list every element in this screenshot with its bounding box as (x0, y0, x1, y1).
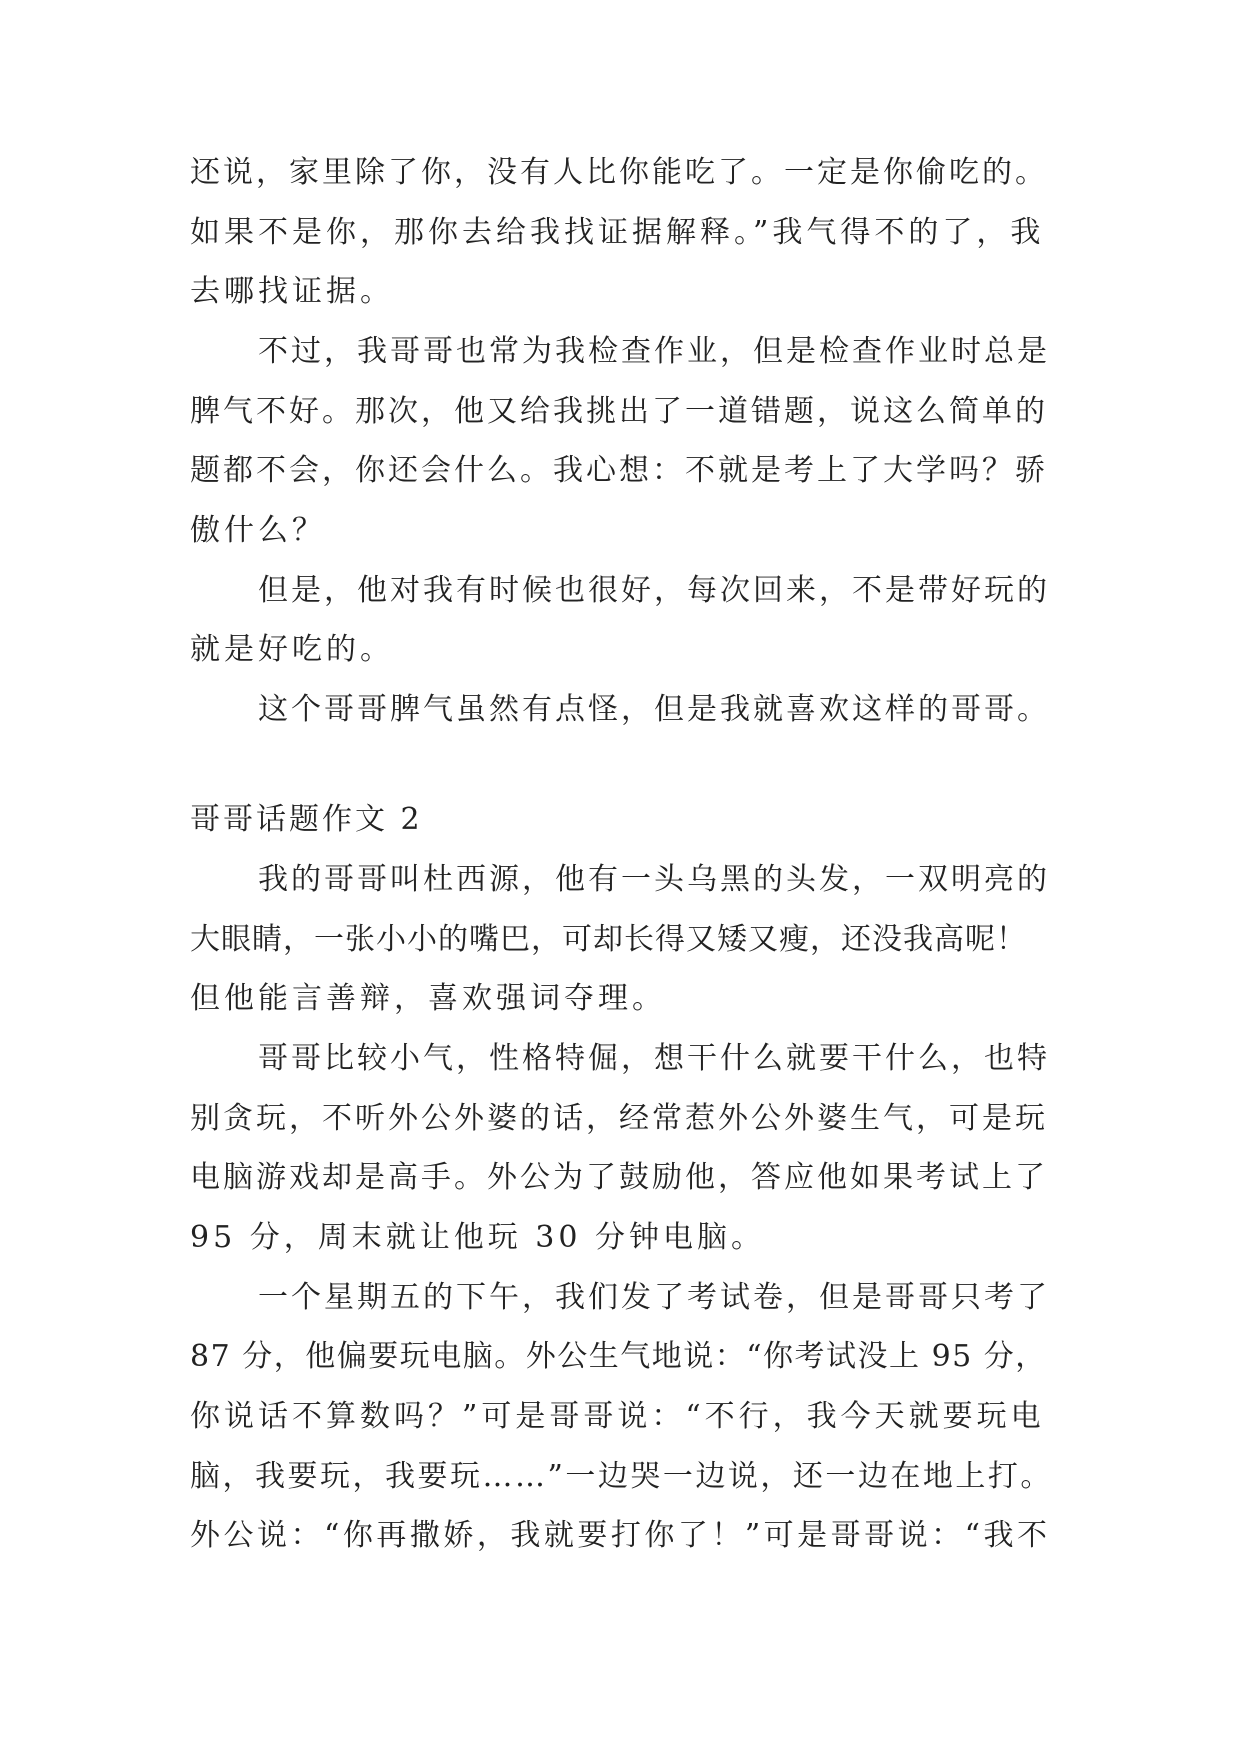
paragraph-line: 脑，我要玩，我要玩……”一边哭一边说，还一边在地上打。 (190, 1459, 1053, 1494)
paragraph-line: 哥哥比较小气，性格特倔，想干什么就要干什么，也特 (258, 1041, 1050, 1076)
paragraph-line: 这个哥哥脾气虽然有点怪，但是我就喜欢这样的哥哥。 (258, 692, 1050, 727)
section-heading: 哥哥话题作文 2 (190, 802, 423, 837)
paragraph-line: 87 分，他偏要玩电脑。外公生气地说：“你考试没上 95 分， (190, 1339, 1047, 1374)
paragraph-line: 我的哥哥叫杜西源，他有一头乌黑的头发，一双明亮的 (258, 862, 1050, 897)
paragraph-line: 但是，他对我有时候也很好，每次回来，不是带好玩的 (258, 573, 1050, 608)
paragraph-line: 如果不是你，那你去给我找证据解释。”我气得不的了，我 (190, 215, 1045, 250)
paragraph-line: 傲什么？ (190, 513, 326, 548)
paragraph-line: 95 分，周末就让他玩 30 分钟电脑。 (190, 1220, 765, 1255)
paragraph-line: 脾气不好。那次，他又给我挑出了一道错题，说这么简单的 (190, 394, 1048, 429)
paragraph-line: 电脑游戏却是高手。外公为了鼓励他，答应他如果考试上了 (190, 1160, 1048, 1195)
paragraph-line: 大眼睛，一张小小的嘴巴，可却长得又矮又瘦，还没我高呢！ (190, 922, 1027, 957)
paragraph-line: 别贪玩，不听外公外婆的话，经常惹外公外婆生气，可是玩 (190, 1101, 1048, 1136)
paragraph-line: 外公说：“你再撒娇，我就要打你了！”可是哥哥说：“我不 (190, 1518, 1051, 1553)
paragraph-line: 题都不会，你还会什么。我心想：不就是考上了大学吗？骄 (190, 453, 1048, 488)
paragraph-line: 不过，我哥哥也常为我检查作业，但是检查作业时总是 (258, 334, 1050, 369)
paragraph-line: 就是好吃的。 (190, 632, 394, 667)
paragraph-line: 去哪找证据。 (190, 274, 394, 309)
paragraph-line: 一个星期五的下午，我们发了考试卷，但是哥哥只考了 (258, 1280, 1050, 1315)
paragraph-line: 你说话不算数吗？”可是哥哥说：“不行，我今天就要玩电 (190, 1399, 1045, 1434)
paragraph-line: 但他能言善辩，喜欢强词夺理。 (190, 981, 666, 1016)
paragraph-line: 还说，家里除了你，没有人比你能吃了。一定是你偷吃的。 (190, 155, 1048, 190)
